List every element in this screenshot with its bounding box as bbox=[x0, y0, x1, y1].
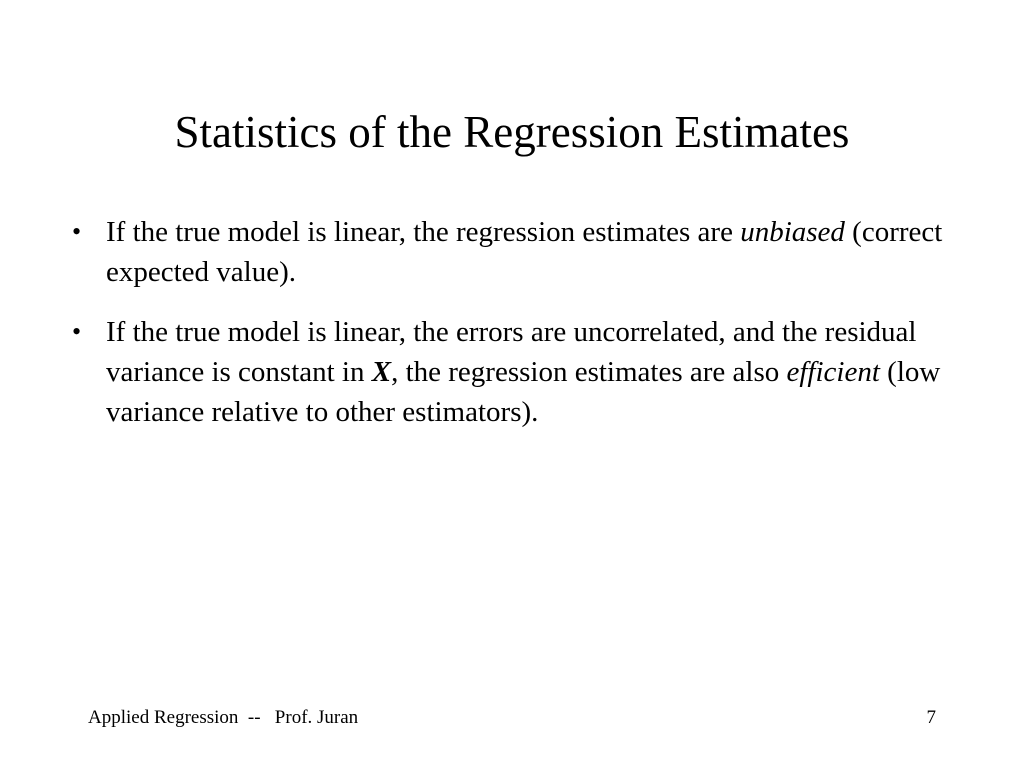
bullet-item bbox=[70, 212, 950, 292]
bullet-list bbox=[70, 212, 950, 452]
footer-page-number: 7 bbox=[926, 707, 936, 728]
footer-course-label: Applied Regression -- Prof. Juran bbox=[88, 707, 359, 728]
bullet-text-segment: (low variance relative to other estimators). bbox=[106, 356, 941, 428]
bullet-text-emphasis: unbiased bbox=[740, 216, 845, 248]
bullet-marker: • bbox=[72, 217, 82, 246]
bullet-text-segment: , the regression estimates are also bbox=[391, 356, 787, 388]
bullet-text-segment: (correct expected value). bbox=[106, 216, 943, 288]
bullet-text-segment: If the true model is linear, the errors are uncorrelated, and the residual variance is constant in bbox=[106, 316, 917, 388]
bullet-text-segment: If the true model is linear, the regression estimates are bbox=[106, 216, 741, 248]
bullet-item bbox=[70, 312, 950, 432]
bullet-text-variable: X bbox=[371, 356, 392, 388]
slide-title: Statistics of the Regression Estimates bbox=[174, 107, 850, 157]
bullet-text-emphasis: efficient bbox=[786, 356, 880, 388]
bullet-marker: • bbox=[72, 317, 82, 346]
